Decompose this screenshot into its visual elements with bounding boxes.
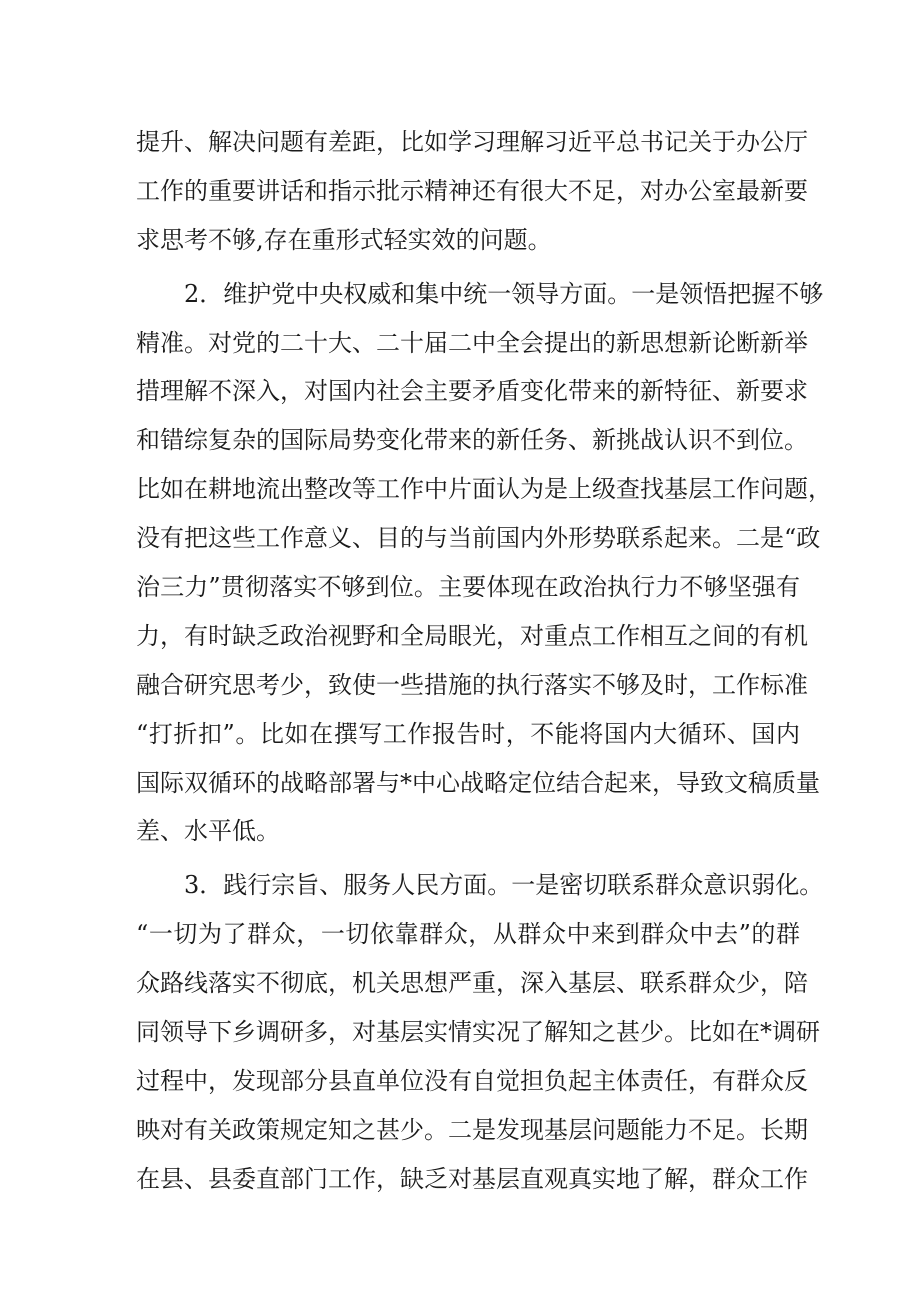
text-line: 治三力”贯彻落实不够到位。主要体现在政治执行力不够坚强有 <box>136 573 800 602</box>
text-line: 和错综复杂的国际局势变化带来的新任务、新挑战认识不到位。 <box>136 426 808 455</box>
text-line: 求思考不够,存在重形式轻实效的问题。 <box>136 225 552 254</box>
text-line: 措理解不深入，对国内社会主要矛盾变化带来的新特征、新要求 <box>136 377 808 406</box>
text-line: 融合研究思考少，致使一些措施的执行落实不够及时，工作标准 <box>136 670 808 699</box>
text-line: 差、水平低。 <box>136 817 280 846</box>
text-line: 同领导下乡调研多，对基层实情实况了解知之甚少。比如在*调研 <box>136 1018 820 1047</box>
paragraph-continuation <box>136 118 808 265</box>
text-line: 没有把这些工作意义、目的与当前国内外形势联系起来。二是“政 <box>136 524 821 553</box>
text-line: 提升、解决问题有差距，比如学习理解习近平总书记关于办公厅 <box>136 128 808 156</box>
text-line: 映对有关政策规定知之甚少。二是发现基层问题能力不足。长期 <box>136 1115 808 1144</box>
text-line: 比如在耕地流出整改等工作中片面认为是上级查找基层工作问题， <box>136 475 832 504</box>
text-line: 工作的重要讲话和指示批示精神还有很大不足，对办公室最新要 <box>136 176 808 205</box>
text-line: 力，有时缺乏政治视野和全局眼光，对重点工作相互之间的有机 <box>136 621 808 650</box>
text-line: “一切为了群众，一切依靠群众，从群众中来到群众中去”的群 <box>136 920 800 949</box>
text-line: “打折扣”。比如在撰写工作报告时，不能将国内大循环、国内 <box>136 719 800 748</box>
document-body <box>136 118 832 1204</box>
section-2-heading-line: 2．维护党中央权威和集中统一领导方面。一是领悟把握不够 <box>184 279 824 308</box>
text-line: 国际双循环的战略部署与*中心战略定位结合起来，导致文稿质量 <box>136 768 820 797</box>
text-line: 众路线落实不彻底，机关思想严重，深入基层、联系群众少，陪 <box>136 969 808 998</box>
text-line: 在县、县委直部门工作，缺乏对基层直观真实地了解，群众工作 <box>136 1164 808 1193</box>
text-line: 过程中，发现部分县直单位没有自觉担负起主体责任，有群众反 <box>136 1066 808 1095</box>
paragraph-section-3 <box>136 861 824 1203</box>
paragraph-section-2 <box>136 270 832 857</box>
text-line: 精准。对党的二十大、二十届二中全会提出的新思想新论断新举 <box>136 328 808 357</box>
section-3-heading-line: 3．践行宗旨、服务人民方面。一是密切联系群众意识弱化。 <box>184 871 824 900</box>
